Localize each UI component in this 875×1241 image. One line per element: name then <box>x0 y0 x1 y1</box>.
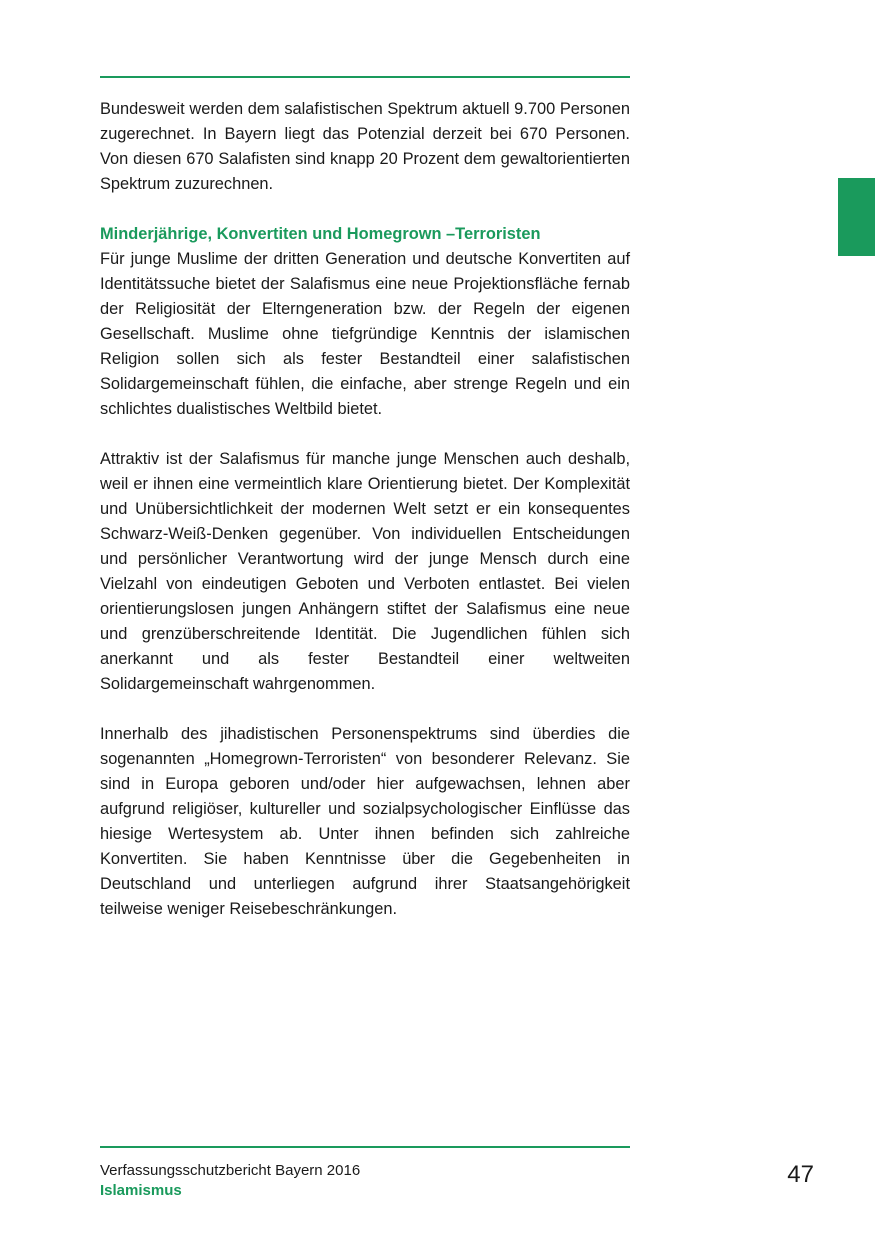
paragraph-attraction: Attraktiv ist der Salafismus für manche junge Menschen auch deshalb, weil er ihnen eine vermeintlich klare Orientierung bietet. Der Komplexität und Unübersichtlichkeit der modernen Welt setzt er ein konsequentes Schwarz-Weiß-Denken gegenüber. Von individuellen Entscheidungen und persönlicher Verantwortung wird der junge Mensch durch eine Vielzahl von eindeutigen Geboten und Verboten entlastet. Bei vielen orientierungslosen jungen Anhängern stiftet der Salafismus eine neue und grenzüberschreitende Identität. Die Jugendlichen fühlen sich anerkannt und als fester Bestandteil einer weltweiten Solidargemeinschaft wahrgenommen. <box>100 450 630 693</box>
footer-report-title: Verfassungsschutzbericht Bayern 2016 <box>100 1162 361 1179</box>
footer-section-name: Islamismus <box>100 1182 182 1199</box>
footer <box>100 1161 360 1201</box>
paragraph-statistics: Bundesweit werden dem salafistischen Spektrum aktuell 9.700 Personen zugerechnet. In Bayern liegt das Potenzial derzeit bei 670 Personen. Von diesen 670 Salafisten sind knapp 20 Prozent dem gewaltorientierten Spektrum zuzurechnen. <box>100 100 630 193</box>
section-heading: Minderjährige, Konvertiten und Homegrown –Terroristen <box>100 225 541 243</box>
paragraph-homegrown: Innerhalb des jihadistischen Personenspektrums sind überdies die sogenannten „Homegrown-Terroristen“ von besonderer Relevanz. Sie sind in Europa geboren und/oder hier aufgewachsen, lehnen aber aufgrund religiöser, kultureller und sozialpsychologischer Einflüsse das hiesige Wertesystem ab. Unter ihnen befinden sich zahlreiche Konvertiten. Sie haben Kenntnisse über die Gegebenheiten in Deutschland und unterliegen aufgrund ihrer Staatsangehörigkeit teilweise weniger Reisebeschränkungen. <box>100 725 630 918</box>
page-body <box>100 97 630 922</box>
footer-divider <box>100 1146 630 1148</box>
top-divider <box>100 76 630 78</box>
chapter-tab-marker <box>838 178 875 256</box>
page-number: 47 <box>787 1161 814 1188</box>
paragraph-young-muslims: Für junge Muslime der dritten Generation und deutsche Konvertiten auf Identitätssuche bietet der Salafismus eine neue Projektionsfläche fernab der Religiosität der Elterngeneration bzw. der Regeln der eigenen Gesellschaft. Muslime ohne tiefgründige Kenntnis der islamischen Religion sollen sich als fester Bestandteil einer salafistischen Solidargemeinschaft fühlen, die einfache, aber strenge Regeln und ein schlichtes dualistisches Weltbild bietet. <box>100 250 630 418</box>
